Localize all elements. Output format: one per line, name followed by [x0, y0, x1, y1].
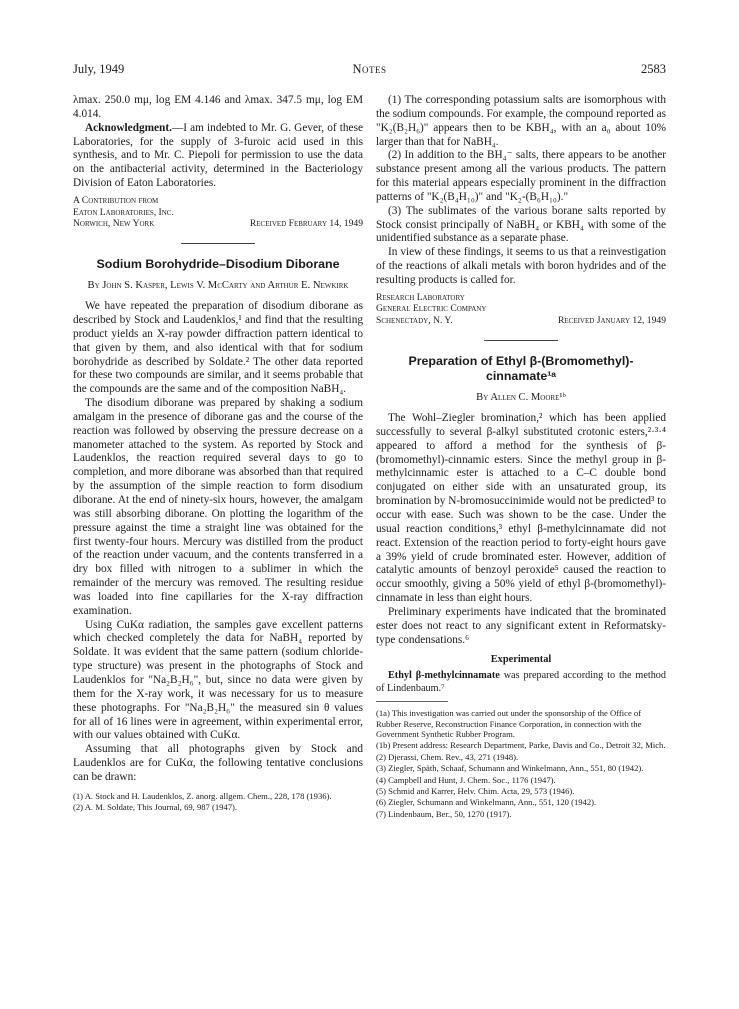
running-head: [73, 62, 666, 78]
affiliation-place: Schenectady, N. Y.: [376, 315, 453, 326]
acknowledgment-label: Acknowledgment.: [85, 121, 172, 134]
body-paragraph: Using CuKα radiation, the samples gave excellent patterns which checked completely the data for NaBH₄ reported by Soldate. It was evident that the same pattern (sodium chloride-type structure) was present in the photographs of Stock and Laudenklos for "Na₂B₂H₆", but, since no data were given by them for the X-ray work, it was necessary for us to measure these photographs. For "Na₂B₂H₆" the measured sin θ values for all of 16 lines were in agreement, within experimental error, with our values obtained with CuKα.: [73, 618, 363, 742]
byline: By Allen C. Moore¹ᵇ: [476, 391, 566, 403]
footnotes: [376, 708, 666, 819]
affiliation-place-row: [376, 315, 666, 327]
received-date: Received February 14, 1949: [249, 218, 363, 230]
issue-date: July, 1949: [73, 62, 125, 76]
affiliation-place: Norwich, New York: [73, 218, 155, 230]
page-number: 2583: [641, 62, 666, 76]
body-paragraph: We have repeated the preparation of disodium diborane as described by Stock and Laudenklos,¹ and find that the resulting product yields an X-ray powder diffraction pattern identical to that given by them, and also identical with that for sodium borohydride as described by Soldate.² The other data reported for these two compounds are similar, and it seems probable that the compounds are the same and of the composition NaBH₄.: [73, 300, 363, 396]
footnote: (2) A. M. Soldate, This Journal, 69, 987 (1947).: [73, 802, 238, 813]
footnote: (6) Ziegler, Schumann and Winkelmann, Ann., 551, 120 (1942).: [376, 797, 597, 808]
footnote: (2) Djerassi, Chem. Rev., 43, 271 (1948).: [376, 751, 519, 762]
footnote: (1) A. Stock and H. Laudenklos, Z. anorg. allgem. Chem., 228, 178 (1936).: [73, 790, 332, 801]
affiliation-line: Research Laboratory: [376, 291, 465, 303]
footnote: (7) Lindenbaum, Ber., 50, 1270 (1917).: [376, 808, 512, 819]
acknowledgment-paragraph: [73, 122, 363, 191]
footnote: (5) Schmid and Karrer, Helv. Chim. Acta, 29, 573 (1946).: [376, 785, 575, 796]
body-paragraph: Assuming that all photographs given by Stock and Laudenklos are for CuKα, the following tentative conclusions can be drawn:: [73, 743, 363, 783]
affiliation-line: Eaton Laboratories, Inc.: [73, 206, 174, 218]
footnote: (1b) Present address: Research Department, Parke, Davis and Co., Detroit 32, Mich.: [376, 740, 666, 751]
affiliation-block-2: [376, 292, 666, 327]
experimental-paragraph: [376, 670, 666, 695]
body-paragraph: Preliminary experiments have indicated that the brominated ester does not react to any significant extent in Reformatsky-type condensations.⁶: [376, 605, 666, 646]
section-divider: [181, 243, 255, 244]
body-paragraph: The Wohl–Ziegler bromination,² which has been applied successfully to several β-alkyl substituted crotonic esters,²·³·⁴ appeared to afford a method for the synthesis of β-(bromomethyl)-cinnamic esters. Since the methyl group in β-methylcinnamic ester is attached to a C–C double bond conjugated on either side with an unsaturated group, its bromination by N-bromosuccinimide would not be predicted³ to occur with ease. Such was shown to be the case. Under the usual reaction conditions,³ ethyl β-methylcinnamate did not react. Extension of the reaction period to forty-eight hours gave a 39% yield of crude brominated ester. However, addition of catalytic amounts of benzoyl peroxide⁵ caused the reaction to occur smoothly, giving a 50% yield of ethyl β-(bromomethyl)-cinnamate in less than eight hours.: [376, 412, 666, 605]
footnote-divider: [376, 701, 448, 702]
affiliation-line: A Contribution from: [73, 194, 159, 206]
body-paragraph: In view of these findings, it seems to us that a reinvestigation of the reactions of alkali metals with boron hydrides and of the resulting products is called for.: [376, 246, 666, 286]
footnotes: [73, 791, 363, 813]
conclusion-item: (2) In addition to the BH₄⁻ salts, there appears to be another substance present among all the various products. The pattern for this material appears especially prominent in the diffraction patterns of "K₂(B₄H₁₀)" and "K₂-(B₆H₁₀).": [376, 149, 666, 203]
affiliation-block-1: [73, 195, 363, 230]
right-column: [376, 94, 666, 820]
footnote: (4) Campbell and Hunt, J. Chem. Soc., 1176 (1947).: [376, 774, 556, 785]
section-divider: [484, 340, 558, 341]
affiliation-line: General Electric Company: [376, 303, 487, 315]
article-title: Sodium Borohydride–Disodium Diborane: [96, 256, 340, 271]
acknowledgment-text: —I am indebted to Mr. G. Gever, of these Laboratories, for the supply of 3-furoic acid used in this synthesis, and to Mr. C. Piepoli for permission to use the data on the antibacterial activity, determined in the Bacteriology Division of Eaton Laboratories.: [73, 121, 363, 190]
footnote: (1a) This investigation was carried out under the sponsorship of the Office of Rubber Reserve, Reconstruction Finance Corporation, in connection with the Government Synthetic Rubber Program.: [376, 708, 642, 739]
byline: By John S. Kasper, Lewis V. McCarty and Arthur E. Newkirk: [87, 279, 349, 291]
received-date: Received January 12, 1949: [557, 315, 666, 326]
article-title: Preparation of Ethyl β-(Bromomethyl)-cinnamate¹ᵃ: [408, 353, 634, 383]
experimental-heading: Experimental: [490, 654, 552, 666]
left-column: [73, 94, 363, 814]
experimental-text: was prepared according to the method of Lindenbaum.⁷: [376, 670, 666, 694]
body-paragraph: The disodium diborane was prepared by shaking a sodium amalgam in the presence of diborane gas and the course of the reaction was followed by observing the pressure decrease on a manometer attached to the system. As reported by Stock and Laudenklos, the reaction required several days to go to completion, and more diborane was absorbed than that required by the assumption of the simple reaction to form disodium diborane. At the end of ninety-six hours, however, the amalgam was still absorbing diborane. On plotting the logarithm of the pressure against the time a straight line was obtained for the first twenty-four hours. Mercury was distilled from the product of the reaction under vacuum, and the contents transferred in a dry box filled with nitrogen to a sublimer in which the remainder of the mercury was removed. The resulting residue was loaded into fine capillaries for the X-ray diffraction examination.: [73, 397, 363, 617]
compound-name: Ethyl β-methylcinnamate: [388, 670, 500, 682]
footnote: (3) Ziegler, Späth, Schaaf, Schumann and Winkelmann, Ann., 551, 80 (1942).: [376, 763, 644, 774]
section-title: Notes: [352, 62, 387, 76]
conclusion-item: (3) The sublimates of the various borane salts reported by Stock consist principally of NaBH₄ or KBH₄ with some of the unidentified substance as a separate phase.: [376, 204, 666, 245]
spectral-data-line: λmax. 250.0 mμ, log EM 4.146 and λmax. 347.5 mμ, log EM 4.014.: [73, 94, 363, 120]
conclusion-item: (1) The corresponding potassium salts are isomorphous with the sodium compounds. For example, the compound reported as "K₂(B₂H₆)" appears then to be KBH₄, with an a₀ about 10% larger than that for NaBH₄.: [376, 94, 666, 148]
affiliation-place-row: [73, 218, 363, 230]
